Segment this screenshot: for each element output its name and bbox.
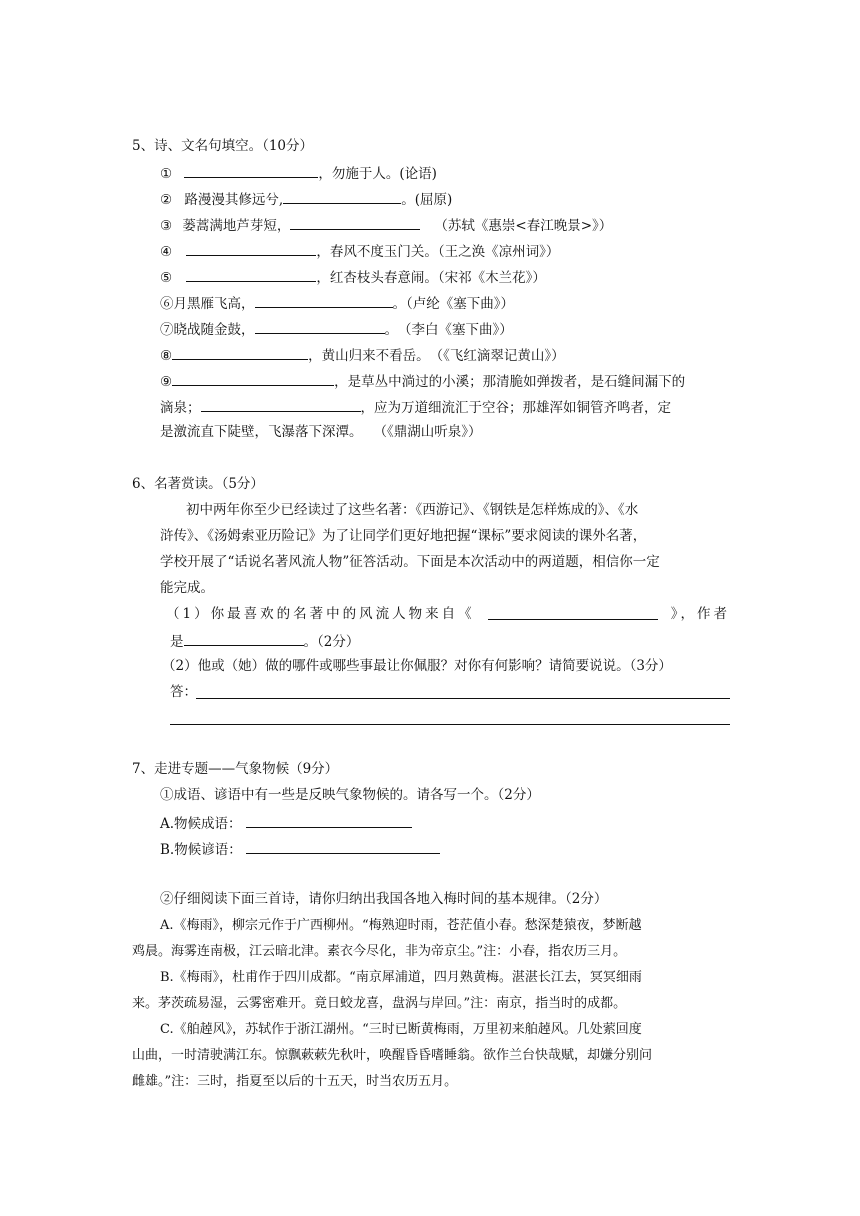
idiom-label: A.物候成语： bbox=[160, 816, 242, 832]
q5-item-7 bbox=[160, 319, 513, 339]
item-number: ⑧ bbox=[160, 348, 173, 364]
blank-field[interactable] bbox=[255, 293, 393, 308]
item-number: ③ bbox=[160, 218, 173, 234]
q6-paragraph-line: 能完成。 bbox=[160, 580, 214, 596]
item-number: ⑥ bbox=[160, 296, 174, 312]
q7-title: 7、走进专题——气象物候（9分） bbox=[132, 761, 339, 777]
q5-item-8 bbox=[160, 345, 565, 365]
answer-line[interactable] bbox=[170, 724, 730, 725]
q7-part2: ②仔细阅读下面三首诗，请你归纳出我国各地入梅时间的基本规律。（2分） bbox=[160, 891, 608, 907]
q6-sub2: （2）他或（她）做的哪件或哪些事最让你佩服？对你有何影响？请简要说说。（3分） bbox=[162, 658, 672, 674]
sub-question-text: 是 bbox=[170, 634, 184, 650]
blank-field[interactable] bbox=[186, 241, 316, 256]
sub-question-text: 》，作者 bbox=[670, 606, 730, 622]
poem-c-line: C.《舶趠风》，苏轼作于浙江湖州。“三时已断黄梅雨，万里初来舶趠风。几处萦回度 bbox=[160, 1022, 642, 1037]
proverb-label: B.物候谚语： bbox=[160, 842, 242, 858]
blank-field[interactable] bbox=[290, 215, 420, 230]
poem-c-line: 山曲，一时清驶满江东。惊飘蔌蔌先秋叶，唤醒昏昏嗜睡翁。欲作兰台快哉赋，却嫌分别问 bbox=[132, 1048, 653, 1063]
q5-item-1 bbox=[160, 163, 437, 183]
item-text: 。 （李白《塞下曲》） bbox=[384, 322, 513, 338]
item-text: 月黑雁飞高， bbox=[173, 296, 255, 312]
poem-c-line: 雌雄。”注：三时，指夏至以后的十五天，时当农历五月。 bbox=[132, 1074, 458, 1089]
blank-field[interactable] bbox=[255, 319, 385, 334]
proverb-blank[interactable] bbox=[246, 839, 440, 854]
q5-item-9-line3: 是激流直下陡壁，飞瀑落下深潭。 （《鼎湖山听泉》） bbox=[160, 424, 482, 440]
poem-b-line: B.《梅雨》，杜甫作于四川成都。“南京犀浦道，四月熟黄梅。湛湛长江去，冥冥细雨 bbox=[160, 970, 642, 985]
idiom-blank[interactable] bbox=[246, 813, 412, 828]
q5-item-9 bbox=[160, 371, 685, 391]
poem-a-line: 鸡晨。海雾连南极，江云暗北津。素衣今尽化，非为帝京尘。”注：小春，指农历三月。 bbox=[132, 944, 627, 959]
q6-sub1-line2 bbox=[170, 631, 359, 651]
q5-item-4 bbox=[160, 241, 559, 261]
poem-b-line: 来。茅茨疏易湿，云雾密难开。竟日蛟龙喜，盘涡与岸回。”注：南京，指当时的成都。 bbox=[132, 996, 627, 1011]
item-number: ⑤ bbox=[160, 270, 173, 286]
answer-line[interactable] bbox=[196, 698, 730, 699]
q5-item-5 bbox=[160, 267, 546, 287]
blank-field[interactable] bbox=[186, 267, 316, 282]
answer-label: 答： bbox=[170, 684, 197, 700]
sub-question-text: （1）你最喜欢的名著中的风流人物来自《 bbox=[166, 606, 475, 622]
q6-paragraph-line: 初中两年你至少已经读过了这些名著：《西游记》、《钢铁是怎样炼成的》、《水 bbox=[186, 502, 639, 518]
q7-b bbox=[160, 839, 440, 859]
q5-item-6 bbox=[160, 293, 514, 313]
blank-field[interactable] bbox=[172, 371, 334, 386]
q5-item-3 bbox=[160, 215, 612, 235]
q6-sub1 bbox=[166, 605, 730, 623]
item-text: 蒌蒿满地芦芽短， bbox=[182, 218, 291, 234]
item-text: 。(屈原) bbox=[401, 192, 453, 208]
q6-paragraph-line: 浒传》、《汤姆索亚历险记》为了让同学们更好地把握“课标”要求阅读的课外名著， bbox=[160, 528, 647, 544]
q6-paragraph-line: 学校开展了“话说名著风流人物”征答活动。下面是本次活动中的两道题，相信你一定 bbox=[160, 554, 660, 570]
blank-field[interactable] bbox=[283, 189, 401, 204]
item-text: ，红杏枝头春意闹。（宋祁《木兰花》） bbox=[316, 270, 546, 286]
item-text: （苏轼《惠崇<春江晚景>》） bbox=[434, 218, 613, 234]
poem-a-line: A.《梅雨》，柳宗元作于广西柳州。“梅熟迎时雨，苍茫值小春。愁深楚猿夜，梦断越 bbox=[160, 918, 642, 933]
item-text: ，黄山归来不看岳。 （《飞红滴翠记黄山》） bbox=[308, 348, 565, 364]
book-title-blank[interactable] bbox=[488, 605, 658, 620]
q5-title: 5、诗、文名句填空。（10分） bbox=[132, 138, 314, 154]
q5-item-9-line2 bbox=[160, 397, 671, 417]
item-text: 晓战随金鼓， bbox=[173, 322, 255, 338]
item-number: ⑦ bbox=[160, 322, 174, 338]
q6-title: 6、名著赏读。（5分） bbox=[132, 476, 264, 492]
item-text: ，勿施于人。(论语) bbox=[318, 166, 437, 182]
item-number: ④ bbox=[160, 244, 173, 260]
item-number: ⑨ bbox=[160, 374, 173, 390]
item-text: ，春风不度玉门关。（王之涣《凉州词》） bbox=[316, 244, 560, 260]
blank-field[interactable] bbox=[172, 345, 308, 360]
item-text: 。（卢纶《塞下曲》） bbox=[392, 296, 514, 312]
item-text: 路漫漫其修远兮, bbox=[184, 192, 284, 208]
blank-field[interactable] bbox=[184, 163, 318, 178]
item-number: ② bbox=[160, 192, 173, 208]
q7-a bbox=[160, 813, 412, 833]
item-text: ，应为万道细流汇于空谷；那雄浑如铜管齐鸣者，定 bbox=[360, 400, 671, 416]
item-number: ① bbox=[160, 166, 173, 182]
sub-question-text: 。（2分） bbox=[303, 634, 360, 650]
item-text: ，是草丛中淌过的小溪；那清脆如弹拨者，是石缝间漏下的 bbox=[334, 374, 686, 390]
q7-part1: ①成语、谚语中有一些是反映气象物候的。请各写一个。（2分） bbox=[160, 787, 540, 803]
q5-item-2 bbox=[160, 189, 452, 209]
author-blank[interactable] bbox=[184, 631, 304, 646]
blank-field[interactable] bbox=[201, 397, 361, 412]
item-text: 滴泉； bbox=[160, 400, 201, 416]
